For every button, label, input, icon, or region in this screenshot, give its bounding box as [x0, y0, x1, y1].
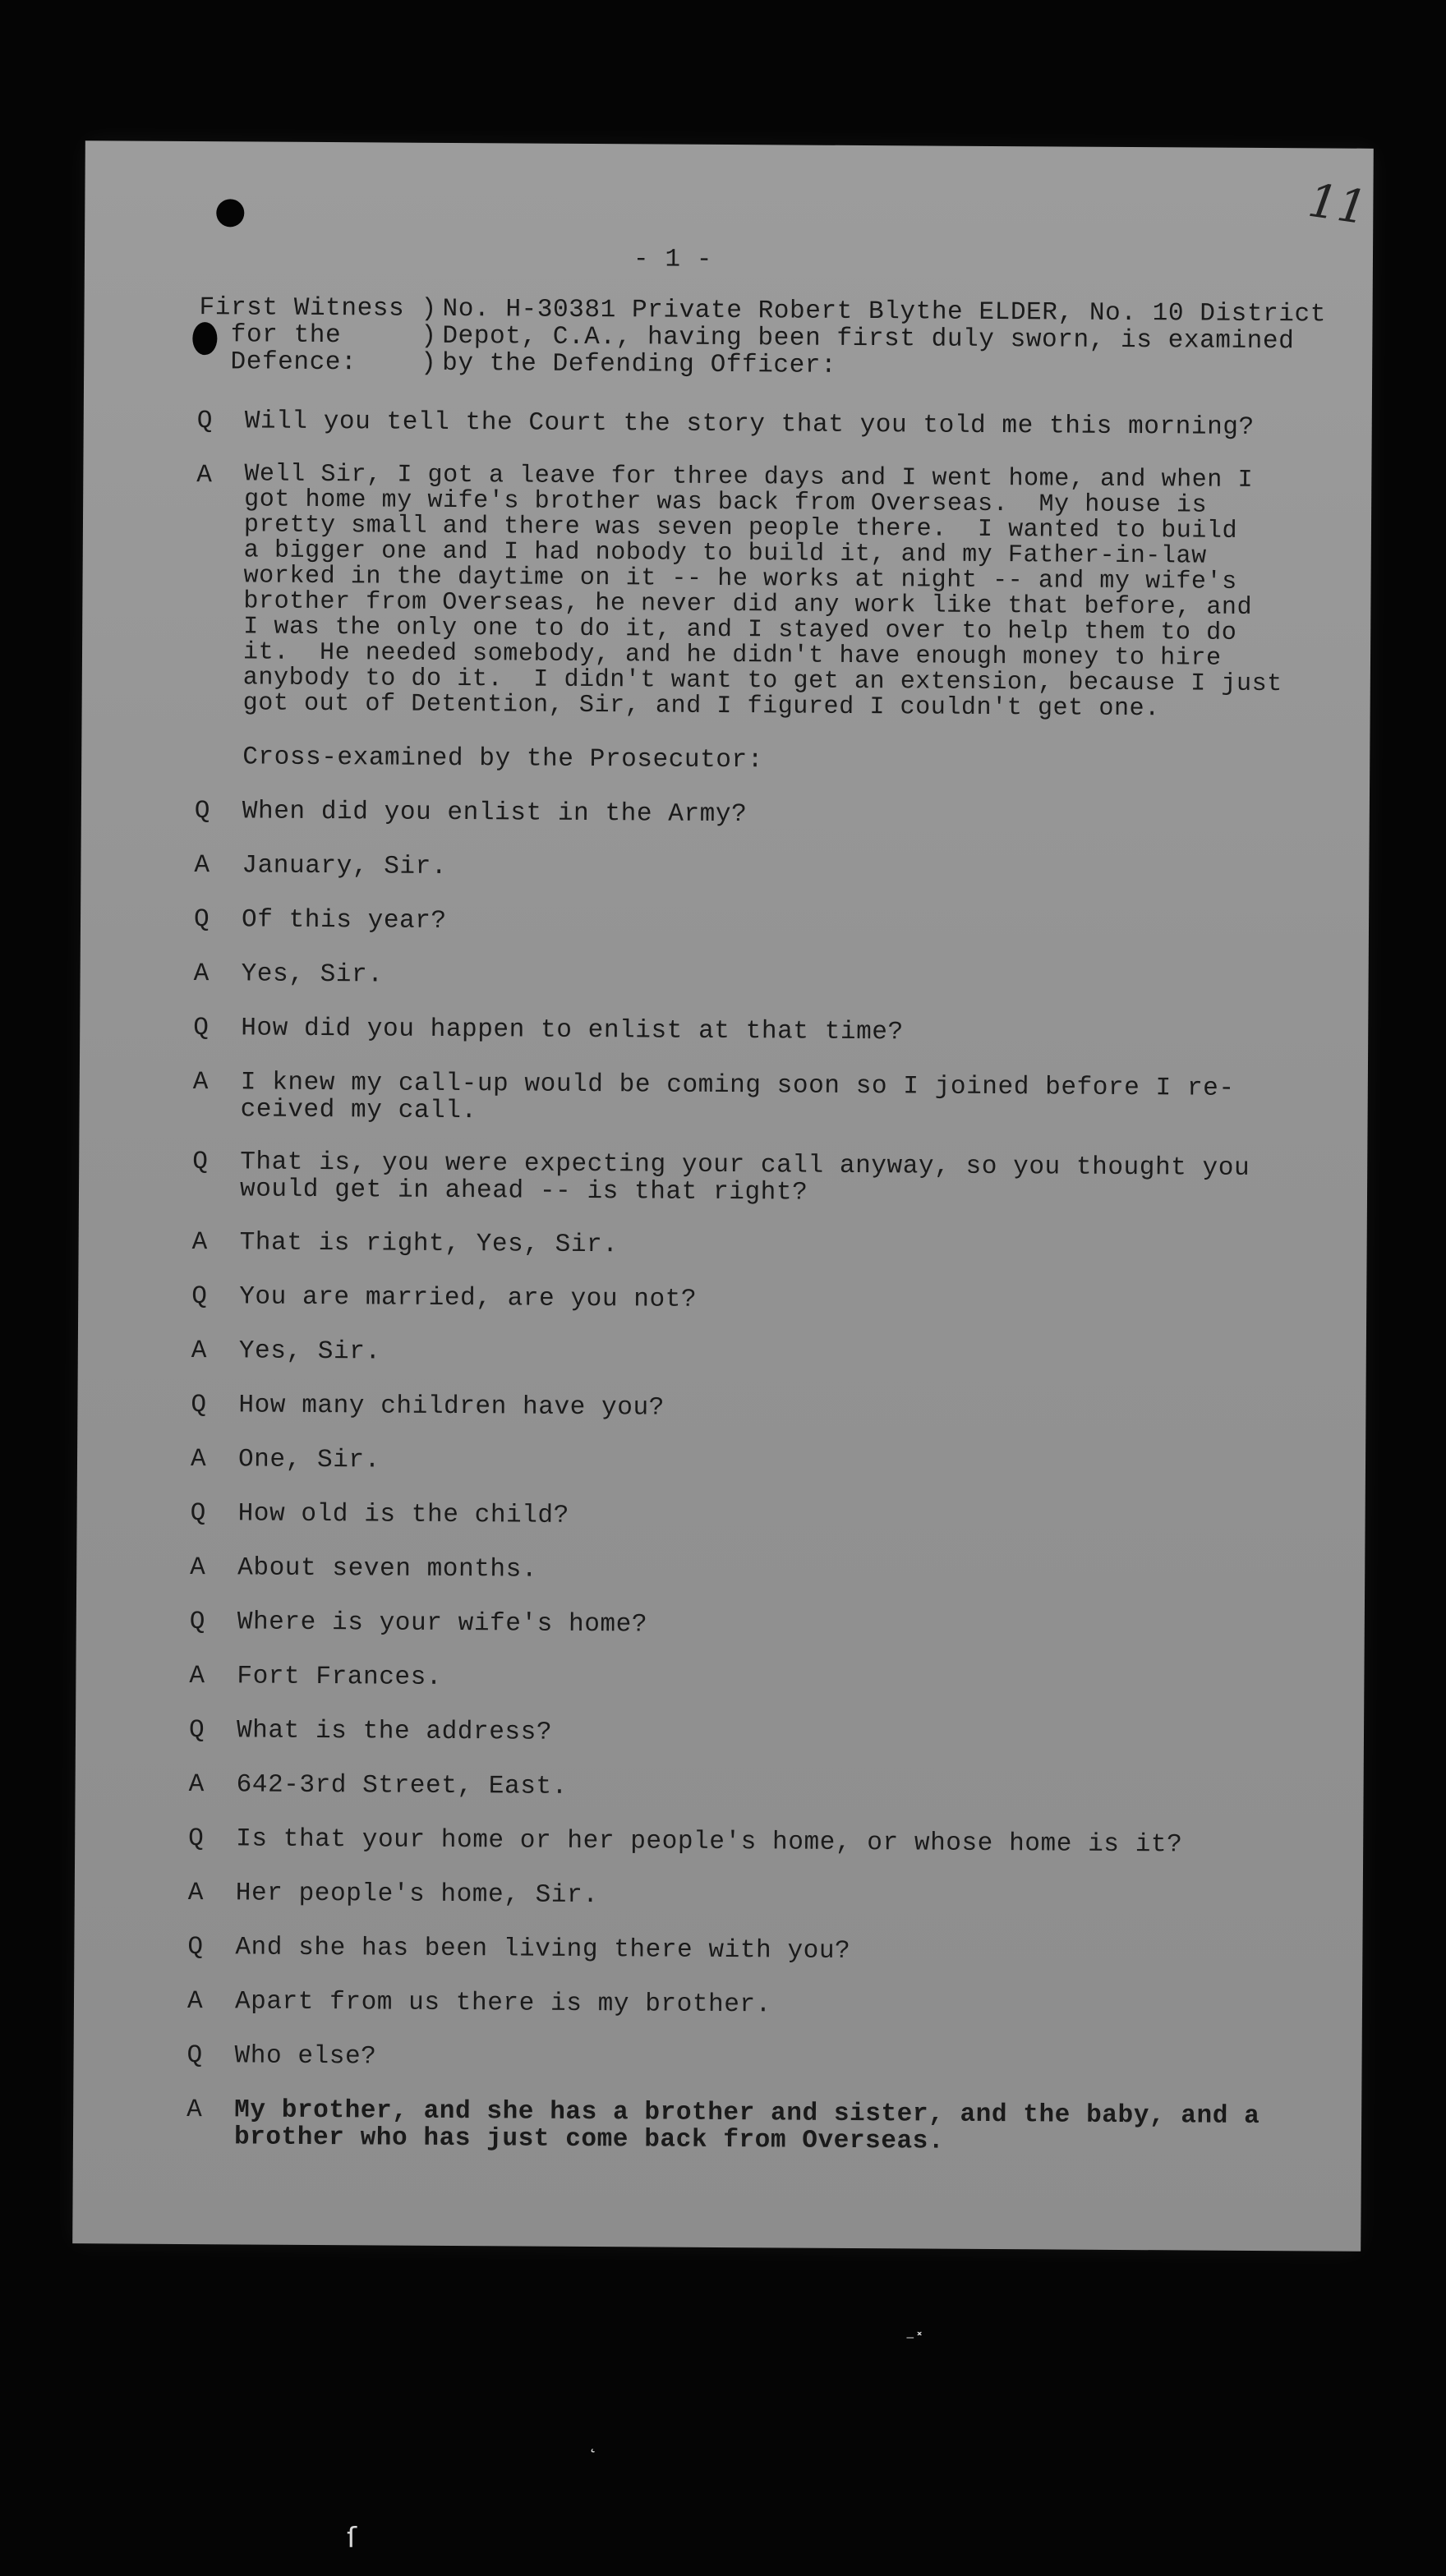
question-text: Where is your wife's home? — [237, 1608, 648, 1640]
speaker-marker: A — [187, 1987, 203, 2017]
witness-side-label: First Witness for the Defence: — [199, 293, 405, 378]
answer-text: About seven months. — [237, 1553, 538, 1585]
question-text: And she has been living there with you? — [235, 1933, 851, 1966]
speaker-marker: A — [192, 1068, 209, 1097]
speaker-marker: Q — [187, 2041, 203, 2071]
speaker-marker: A — [191, 1336, 207, 1366]
speaker-marker: A — [189, 1662, 205, 1691]
question-text: Who else? — [234, 2041, 377, 2072]
question-text: Is that your home or her people's home, or whose home is it? — [236, 1824, 1183, 1860]
answer-text: One, Sir. — [237, 1445, 380, 1475]
question-text: What is the address? — [236, 1716, 553, 1747]
question-text: Will you tell the Court the story that you told me this morning? — [244, 407, 1255, 442]
speaker-marker: Q — [192, 1148, 208, 1177]
answer-text: I knew my call-up would be coming soon so I joined before I re- ceived my call. — [240, 1068, 1235, 1126]
handwritten-page-mark: 11 — [1304, 173, 1370, 236]
scan-speck: ˛ — [588, 2433, 597, 2454]
question-text: That is, you were expecting your call anyway, so you thought you would get in ahead -- is that right? — [239, 1148, 1250, 1208]
speaker-marker: A — [188, 1770, 205, 1800]
speaker-marker: Q — [193, 1014, 209, 1043]
question-text: You are married, are you not? — [239, 1282, 698, 1314]
punch-hole — [216, 199, 244, 227]
speaker-marker: A — [191, 1228, 208, 1258]
speaker-marker: A — [187, 1879, 204, 1908]
answer-text: Apart from us there is my brother. — [234, 1987, 771, 2020]
header-brace: ) ) ) — [421, 294, 437, 378]
scan-speck: ⁻˟ — [905, 2331, 924, 2352]
question-text: How many children have you? — [238, 1391, 665, 1423]
speaker-marker: Q — [191, 1282, 207, 1312]
speaker-marker: A — [194, 851, 210, 881]
answer-text: Her people's home, Sir. — [235, 1879, 599, 1911]
answer-text: My brother, and she has a brother and sister, and the baby, and a brother who has just come back from Overseas. — [233, 2095, 1260, 2156]
question-text: How old is the child? — [237, 1499, 569, 1530]
question-text: How did you happen to enlist at that time? — [241, 1014, 904, 1047]
scan-speck: ſ — [347, 2522, 357, 2555]
answer-text: Yes, Sir. — [241, 959, 384, 990]
question-text: When did you enlist in the Army? — [242, 797, 748, 830]
answer-text: Fort Frances. — [237, 1662, 443, 1692]
speaker-marker: A — [193, 959, 210, 989]
speaker-marker: Q — [190, 1499, 206, 1529]
question-text: Of this year? — [241, 905, 447, 936]
speaker-marker: Q — [187, 1933, 204, 1962]
speaker-marker: A — [190, 1553, 205, 1583]
speaker-marker: Q — [196, 407, 213, 436]
speaker-marker: Q — [188, 1824, 204, 1854]
answer-text: Yes, Sir. — [238, 1336, 381, 1367]
speaker-marker: Q — [191, 1391, 207, 1420]
witness-introduction: No. H-30381 Private Robert Blythe ELDER, No. 10 District Depot, C.A., having been first duly sworn, is examined by the Defending Officer: — [442, 294, 1327, 380]
speaker-marker: A — [190, 1445, 206, 1474]
answer-text: Well Sir, I got a leave for three days and I went home, and when I got home my wife's brother was back from Overseas. My house is pretty small and there was seven people there. I wanted to build a bigger one and I had nobody to build it, and my Father-in-law worked in the daytime on it -- he works at night -- and my wife's brother from Overseas, he never did any work like that before, and I was the only one to do it, and I stayed over to help them to do it. He needed somebody, and he didn't have enough money to hire anybody to do it. I didn't want to get an extension, because I just got out of Detention, Sir, and I figured I couldn't get one. — [242, 460, 1283, 724]
speaker-marker: A — [187, 2095, 202, 2125]
speaker-marker: A — [196, 461, 213, 490]
cross-examination-heading: Cross-examined by the Prosecutor: — [242, 743, 764, 775]
page-number: - 1 - — [633, 245, 713, 274]
answer-text: 642-3rd Street, East. — [236, 1770, 568, 1801]
document-page — [72, 140, 1374, 2252]
speaker-marker: Q — [188, 1716, 205, 1746]
speaker-marker: Q — [189, 1608, 205, 1637]
answer-text: January, Sir. — [242, 851, 448, 881]
answer-text: That is right, Yes, Sir. — [239, 1228, 619, 1260]
speaker-marker: Q — [194, 797, 210, 826]
speaker-marker: Q — [193, 905, 210, 935]
